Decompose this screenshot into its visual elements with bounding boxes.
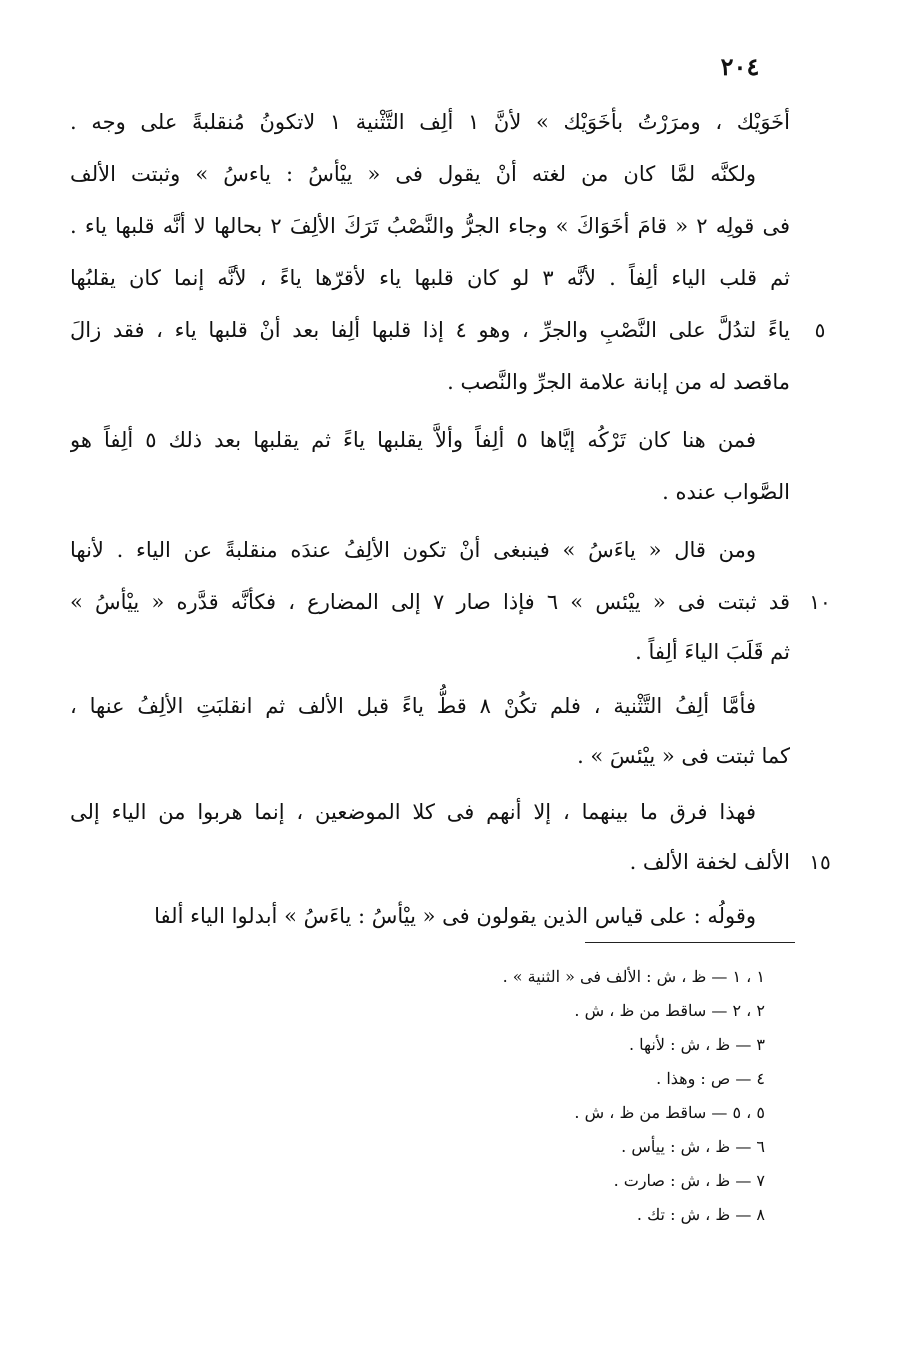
text-line-2: ولكنَّه لمَّا كان من لغته أنْ يقول فى « ييْأسُ : ياءسُ » وثبتت الألف xyxy=(70,162,756,186)
text-line-1: أخَوَيْك ، ومرَرْتُ بأخَوَيْك » لأنَّ ١ ألِف التَّثْنية ١ لاتكونُ مُنقلبةً على وجه . xyxy=(70,110,790,134)
footnote-4: ٤ — ص : وهذا . xyxy=(656,1069,765,1088)
text-line-6: ماقصد له من إبانة علامة الجرِّ والنَّصب . xyxy=(447,370,790,394)
text-line-8: الصَّواب عنده . xyxy=(662,480,790,504)
footnote-2: ٢ ، ٢ — ساقط من ظ ، ش . xyxy=(574,1001,765,1020)
text-line-12: فأمَّا ألِفُ التَّثْنية ، فلم تكُنْ ٨ قطُّ ياءً قبل الألف ثم انقلبَتِ الألِفُ عنها ، xyxy=(70,694,756,718)
footnote-1: ١ ، ١ — ظ ، ش : الألف فى « الثنية » . xyxy=(502,967,765,986)
text-line-15: الألف لخفة الألف . xyxy=(629,850,790,874)
text-line-13: كما ثبتت فى « ييْئسَ » . xyxy=(577,744,790,768)
footnote-divider xyxy=(585,942,795,943)
line-number-15: ١٥ xyxy=(809,850,831,874)
footnote-6: ٦ — ظ ، ش : ييأس . xyxy=(621,1137,765,1156)
text-line-4: ثم قلب الياء ألِفاً . لأنَّه ٣ لو كان قلبها ياء لأقرّها ياءً ، لأنَّه إنما كان يقلبُها xyxy=(70,266,790,290)
text-line-9: ومن قال « ياءَسُ » فينبغى أنْ تكون الألِفُ عندَه منقلبةً عن الياء . لأنها xyxy=(70,538,756,562)
text-line-7: فمن هنا كان تَرْكُه إيَّاها ٥ ألِفاً وألاَّ يقلبها ياءً ثم يقلبها بعد ذلك ٥ ألِفاً هو xyxy=(70,428,756,452)
footnote-8: ٨ — ظ ، ش : تك . xyxy=(636,1205,765,1224)
footnote-3: ٣ — ظ ، ش : لأنها . xyxy=(629,1035,765,1054)
line-number-5: ٥ xyxy=(814,318,826,342)
text-line-14: فهذا فرق ما بينهما ، إلا أنهم فى كلا الموضعين ، إنما هربوا من الياء إلى xyxy=(70,800,756,824)
text-line-10: قد ثبتت فى « ييْئس » ٦ فإذا صار ٧ إلى المضارع ، فكأنَّه قدَّره « ييْأسُ » xyxy=(70,590,790,614)
text-line-5: ياءً لتدُلَّ على النَّصْبِ والجرِّ ، وهو ٤ إذا قلبها ألِفا بعد أنْ قلبها ياء ، فقد زالَ xyxy=(70,318,790,342)
text-line-3: فى قولِه ٢ « قامَ أخَوَاكَ » وجاء الجرُّ والنَّصْبُ تَرَكَ الألِفَ ٢ بحالها لا أنَّه قلبها ياء . xyxy=(70,214,790,238)
footnote-7: ٧ — ظ ، ش : صارت . xyxy=(613,1171,765,1190)
line-number-10: ١٠ xyxy=(809,590,831,614)
text-line-16: وقولُه : على قياس الذين يقولون فى « ييْأسُ : ياءَسُ » أبدلوا الياء ألفا xyxy=(154,904,756,928)
text-line-11: ثم قَلَبَ الياءَ ألِفاً . xyxy=(635,640,790,664)
footnote-5: ٥ ، ٥ — ساقط من ظ ، ش . xyxy=(574,1103,765,1122)
page-number: ٢٠٤ xyxy=(720,52,760,81)
